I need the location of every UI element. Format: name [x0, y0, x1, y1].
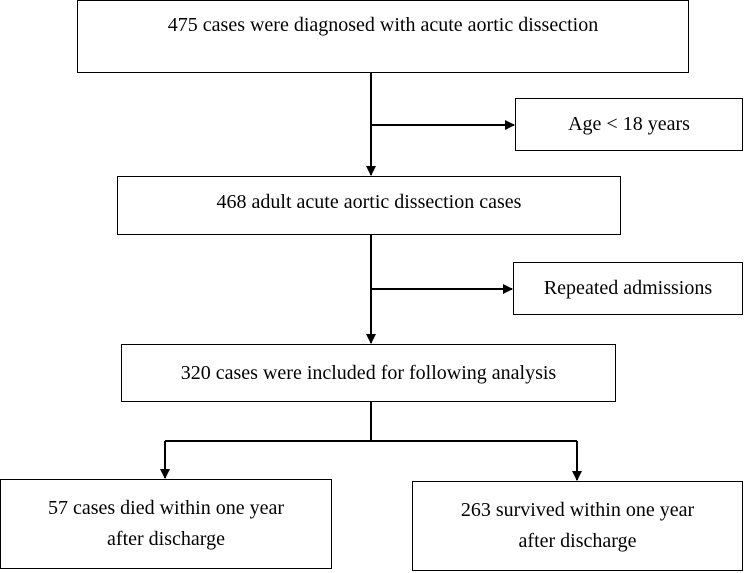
- repeated-exclusion-box: [513, 262, 743, 315]
- adult-cases-text: 468 adult acute aortic dissection cases: [216, 191, 522, 213]
- age-exclusion-text: Age < 18 years: [568, 113, 690, 135]
- diagnosed-box: [77, 0, 689, 73]
- survived-text-line2: after discharge: [518, 530, 637, 552]
- survived-box: [412, 481, 743, 571]
- age-exclusion-box: [515, 98, 743, 151]
- survived-text-line1: 263 survived within one year: [460, 499, 695, 521]
- included-box: [121, 344, 616, 402]
- died-text-line2: after discharge: [107, 528, 225, 550]
- included-text: 320 cases were included for following analysis: [180, 361, 557, 384]
- adult-cases-box: [117, 176, 621, 235]
- died-box: [0, 479, 332, 569]
- repeated-exclusion-text: Repeated admissions: [543, 277, 713, 299]
- died-text-line1: 57 cases died within one year: [47, 497, 285, 519]
- diagnosed-text: 475 cases were diagnosed with acute aortic dissection: [167, 14, 599, 36]
